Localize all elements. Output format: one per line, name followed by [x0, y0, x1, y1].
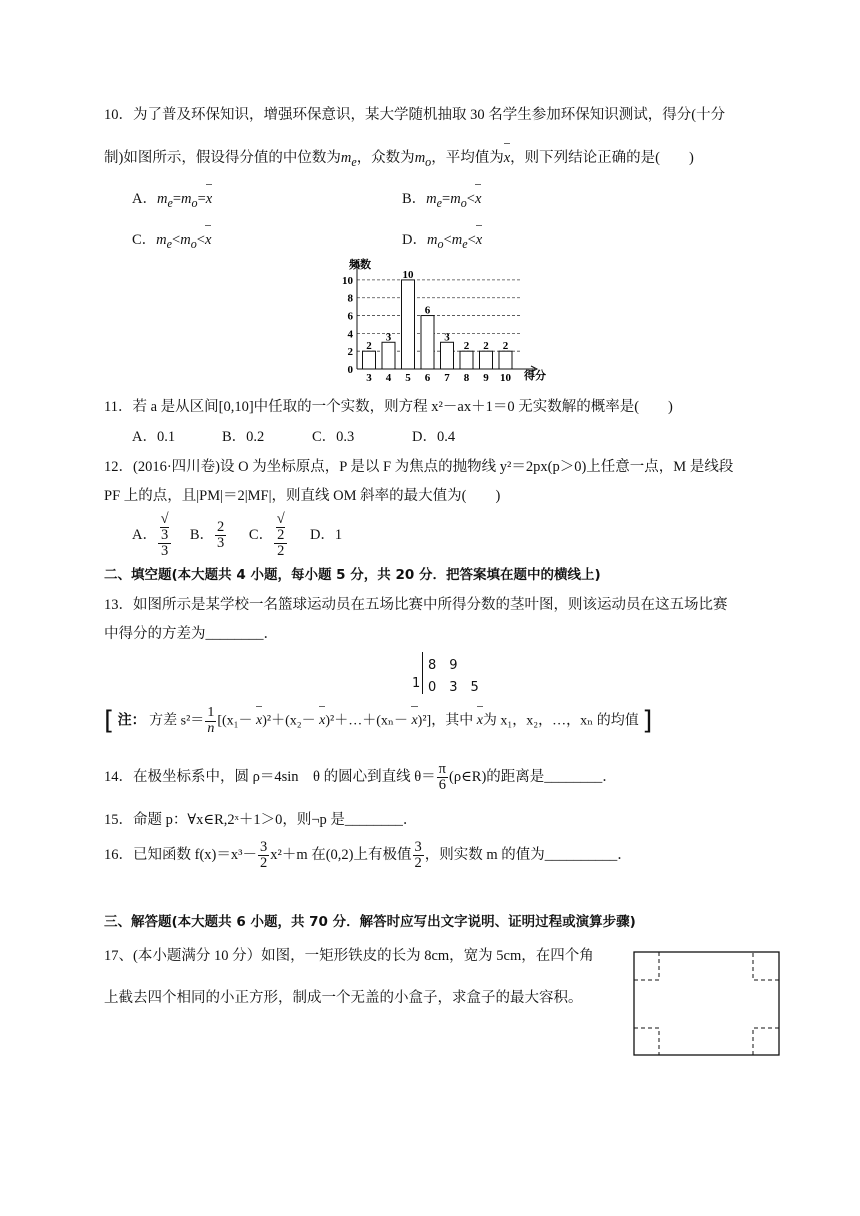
- q16: 16．已知函数 f(x)＝x³－ $\frac{3}{2}$ x²＋m 在(0,2)上有极值 $\frac{3}{2}$ ，则实数 m 的值为__________．: [104, 839, 632, 872]
- sheet-metal-diagram: [632, 950, 782, 1058]
- stem-leaf-plot: [408, 652, 498, 696]
- q15: 15．命题 p：∀x∈R,2ˣ＋1＞0，则¬p 是________．: [104, 812, 418, 828]
- q11-option-b: B．0.2: [222, 429, 265, 445]
- bar: [363, 351, 376, 369]
- x-tick-label: 4: [385, 372, 392, 384]
- q12-line2: PF 上的点，且|PM|＝2|MF|，则直线 OM 斜率的最大值为( ): [104, 488, 501, 504]
- q10-option-c: C．$m_e<m_o<x$: [132, 232, 212, 251]
- y-tick-label: 8: [347, 292, 353, 305]
- q10-line2: 制)如图所示，假设得分值的中位数为$m_e$，众数为$m_o$，平均值为x，则下列结论正确的是( ): [104, 150, 694, 169]
- corner-cut-top-right: [753, 952, 779, 980]
- y-tick-label: 10: [342, 274, 353, 287]
- chart-ylabel: 频数: [349, 259, 371, 271]
- sheet-outline: [634, 952, 779, 1055]
- section-3-heading: 三、解答题(本大题共 6 小题，共 70 分．解答时应写出文字说明、证明过程或演算步骤): [104, 914, 636, 930]
- bar-value-label: 10: [402, 268, 414, 281]
- bar-value-label: 6: [424, 304, 431, 317]
- y-tick-label: 4: [347, 328, 353, 341]
- q17-line1: 17、(本小题满分 10 分）如图，一矩形铁皮的长为 8cm，宽为 5cm，在四个角: [104, 948, 594, 964]
- q11-stem: 11．若 a 是从区间[0,10]中任取的一个实数，则方程 x²－ax＋1＝0 无实数解的概率是( ): [104, 399, 673, 415]
- x-tick-label: 3: [366, 372, 372, 384]
- x-tick-label: 6: [424, 372, 431, 384]
- q12-frac-c: √ 2 2: [274, 512, 287, 560]
- bar-value-label: 2: [483, 340, 489, 353]
- q12-options: A． √ 3 3 B． $\frac{2}{3}$ C． √ 2 2 D．1: [132, 511, 343, 560]
- q10-option-d: D．$m_o<m_e<x$: [402, 232, 483, 251]
- y-tick-label: 2: [347, 346, 353, 359]
- stem-value: 1: [412, 676, 421, 691]
- bar: [382, 342, 395, 369]
- bar: [499, 351, 512, 369]
- score-frequency-chart: [335, 255, 565, 385]
- x-tick-label: 5: [405, 372, 411, 384]
- x-tick-label: 10: [500, 372, 511, 384]
- corner-cut-bottom-left: [634, 1028, 659, 1055]
- q13-line2: 中得分的方差为________．: [104, 626, 278, 642]
- y-tick-label: 6: [347, 310, 353, 323]
- leaves-row-2: 0 3 5: [428, 680, 479, 695]
- chart-xlabel: 得分: [524, 370, 546, 382]
- q10-option-a: A．$m_e=m_o=x$: [132, 191, 213, 210]
- bar: [480, 351, 493, 369]
- corner-cut-bottom-right: [753, 1028, 779, 1055]
- leaves-row-1: 8 9: [428, 658, 458, 673]
- q11-option-a: A．0.1: [132, 429, 176, 445]
- q12-frac-a: √ 3 3: [158, 512, 171, 560]
- bar-value-label: 3: [385, 331, 392, 344]
- bar-value-label: 3: [444, 331, 450, 344]
- q11-option-c: C．0.3: [312, 429, 355, 445]
- q14: 14．在极坐标系中，圆 ρ＝4sin θ 的圆心到直线 θ＝ $\frac{\pi}{6}$ (ρ∈R)的距离是________．: [104, 761, 617, 794]
- q10-option-b: B．$m_e=m_o<x$: [402, 191, 482, 210]
- x-tick-label: 9: [483, 372, 489, 384]
- bar: [441, 342, 454, 369]
- q10-line1: 10．为了普及环保知识，增强环保意识，某大学随机抽取 30 名学生参加环保知识测试，得分(十分: [104, 107, 726, 123]
- bar: [402, 280, 415, 369]
- q12-frac-b: $\frac{2}{3}$: [217, 519, 225, 552]
- bar: [421, 316, 434, 369]
- x-tick-label: 8: [463, 372, 470, 384]
- bar-value-label: 2: [502, 340, 509, 353]
- q11-option-d: D．0.4: [412, 429, 456, 445]
- q13-line1: 13．如图所示是某学校一名篮球运动员在五场比赛中所得分数的茎叶图，则该运动员在这五场比赛: [104, 597, 728, 613]
- bar-value-label: 2: [463, 340, 470, 353]
- section-2-heading: 二、填空题(本大题共 4 小题，每小题 5 分，共 20 分．把答案填在题中的横线上): [104, 567, 601, 583]
- q17-line2: 上截去四个相同的小正方形，制成一个无盖的小盒子，求盒子的最大容积。: [104, 990, 583, 1006]
- y-tick-label: 0: [347, 364, 353, 376]
- bar: [460, 351, 473, 369]
- variance-note: [ 注： 方差 s²＝ $\frac{1}{n}$ [(x₁－ x)²＋(x₂－ x)²＋…＋(xₙ－ x)²]，其中 x为 x₁，x₂，…，xₙ 的均值 ]: [104, 705, 653, 737]
- x-tick-label: 7: [444, 372, 450, 384]
- corner-cut-top-left: [634, 952, 659, 980]
- bar-value-label: 2: [366, 340, 372, 353]
- q12-line1: 12．(2016·四川卷)设 O 为坐标原点，P 是以 F 为焦点的抛物线 y²＝2px(p＞0)上任意一点，M 是线段: [104, 459, 734, 475]
